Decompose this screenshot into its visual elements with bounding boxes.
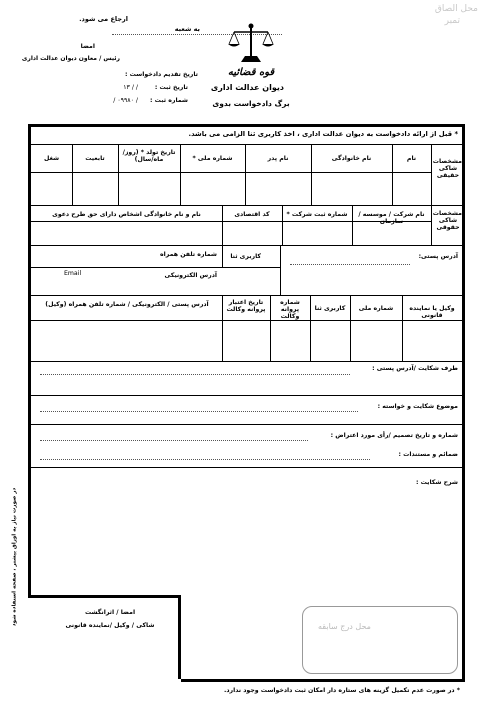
col-birth-date: تاریخ تولد * (روز/ماه/سال) (122, 149, 176, 164)
reg-date-label: تاریخ ثبت : (154, 84, 188, 91)
email-label: آدرس الکترونیکی (164, 272, 217, 279)
decision-label: شماره و تاریخ تصمیم /رأی مورد اعتراض : (330, 432, 458, 439)
grid-line (222, 295, 223, 361)
col-license-number: شماره پروانه وکالت (280, 299, 300, 321)
stamp-place-top: محل الصاق (434, 4, 478, 14)
reg-date-value: / / ۱۳ (123, 84, 138, 91)
signature-line2: شاکی / وکیل /نماینده قانونی (65, 622, 155, 629)
col-nationality: تابعیت (85, 155, 105, 162)
record-stamp-text: محل درج سابقه (318, 622, 371, 631)
referred-text: ارجاع می شود. (79, 15, 128, 23)
col-national-id: شماره ملی * (192, 155, 233, 162)
record-stamp-box (302, 606, 458, 674)
grid-line (31, 144, 462, 145)
reg-number-label: شماره ثبت : (150, 97, 188, 104)
grid-line (72, 144, 73, 205)
col-last-name: نام خانوادگی (331, 155, 372, 162)
col-company-reg: شماره ثبت شرکت * (286, 211, 348, 218)
emblem-text: قوه قضائیه (227, 67, 275, 78)
org-name: دیوان عدالت اداری (210, 83, 284, 92)
address-label: آدرس پستی: (418, 253, 458, 260)
grid-line (31, 205, 462, 206)
grid-line (222, 245, 223, 267)
grid-line (31, 295, 462, 296)
grid-line (270, 295, 271, 361)
grid-line (280, 245, 281, 295)
grid-line (31, 320, 462, 321)
frame-cutout-left-hide (26, 598, 32, 684)
head-label: رئیس / معاون دیوان عدالت اداری (21, 55, 120, 62)
grid-line (31, 424, 462, 425)
justice-scale-emblem (226, 22, 276, 66)
grid-line (245, 144, 246, 205)
stamp-place-bottom: تمبر (444, 16, 460, 26)
subject-label: موضوع شکایت و خواسته : (377, 403, 458, 410)
col-attorney-national-id: شماره ملی (358, 305, 394, 312)
address-dotted-line (290, 264, 410, 265)
grid-line (31, 361, 462, 362)
decision-dotted-line (40, 440, 308, 441)
legal-person-row-label: مشخصات شاکی حقوقی (432, 210, 462, 232)
grid-line (31, 267, 280, 268)
mobile-label: شماره تلفن همراه (159, 251, 217, 258)
col-first-name: نام (406, 155, 417, 162)
notice-text: * قبل از ارائه دادخواست به دیوان عدالت اداری ، اخذ کاربری ثنا الزامی می باشد. (188, 130, 458, 138)
grid-line (31, 245, 462, 246)
frame-cutout-top (28, 595, 181, 598)
description-label: شرح شکایت : (415, 479, 458, 486)
grid-line (180, 144, 181, 205)
frame-cutout-line (178, 598, 181, 682)
grid-line (31, 467, 462, 468)
col-occupation: شغل (43, 155, 60, 162)
branch-label: به شعبه (174, 25, 200, 33)
reg-number-value: / ۰۹۹۸۰ / (113, 97, 138, 104)
grid-line (31, 172, 431, 173)
attachments-label: ضمائم و مستندات : (398, 451, 458, 458)
submit-date-label: تاریخ تقدیم دادخواست : (124, 71, 198, 78)
col-father-name: نام پدر (267, 155, 289, 162)
grid-line (392, 144, 393, 205)
defendant-dotted-line (40, 374, 350, 375)
col-economic-code: کد اقتصادی (234, 211, 270, 218)
natural-person-row-label: مشخصات شاکی حقیقی (432, 158, 462, 180)
form-title: برگ دادخواست بدوی (212, 99, 290, 108)
attachments-dotted-line (40, 459, 370, 460)
attorney-row-label: وکیل یا نماینده قانونی (409, 305, 455, 320)
signature-line1: امضا / اثرانگشت (84, 609, 136, 616)
frame-cutout-bottom-hide (28, 679, 181, 683)
col-license-validity: تاریخ اعتبار پروانه وکالت (226, 299, 266, 314)
email-text: Email (64, 270, 82, 277)
col-attorney-sana: کاربری ثنا (314, 305, 346, 312)
col-company-name: نام شرکت / موسسه / سازمان (358, 211, 425, 226)
sana-user-label: کاربری ثنا (230, 253, 261, 260)
grid-line (431, 144, 432, 245)
defendant-label: طرف شکایت /آدرس پستی : (372, 365, 458, 372)
subject-dotted-line (40, 411, 358, 412)
grid-line (31, 395, 462, 396)
col-authorized-persons: نام و نام خانوادگی اشخاص دارای حق طرح دعوی (52, 211, 201, 218)
grid-line (311, 144, 312, 205)
side-note: در صورت نیاز به اوراق بیشتر ، صفحه استفاده شود (11, 487, 18, 627)
footer-note: * در صورت عدم تکمیل گزینه های ستاره دار امکان ثبت دادخواست وجود ندارد. (224, 687, 460, 694)
signature-label: امضا (80, 43, 95, 50)
col-attorney-contact: آدرس پستی / الکترونیکی / شماره تلفن همراه (وکیل) (45, 301, 209, 308)
